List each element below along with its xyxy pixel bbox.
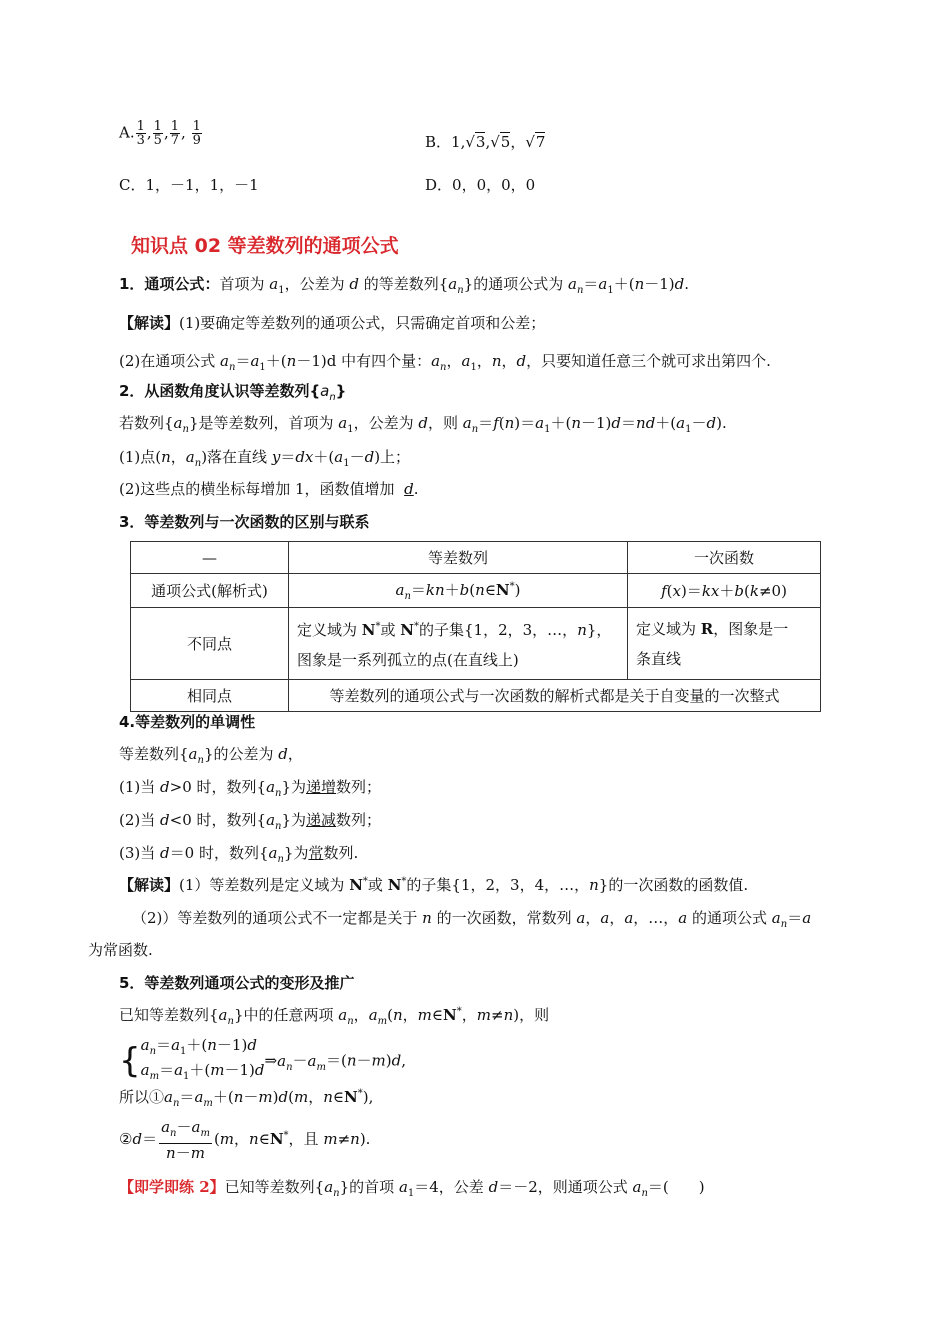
formula-2: ②d＝ $\frac{a_n-a_m}{n-m} (m$，n∈N*，且 m≠n). — [119, 1118, 371, 1162]
option-a-label: A. — [119, 123, 135, 142]
practice-2: 【即学即练 2】已知等差数列$\{a_n\}$的首项 $a_1=4$，公差 d＝－2，则通项公式 $a_n=$( ) — [119, 1178, 705, 1199]
table-header-0: — — [131, 542, 289, 574]
option-b: B．1,√3,√5，√7 — [425, 133, 546, 151]
mono-2: (2)当 d<0 时，数列$\{a_n\}$为递减数列； — [119, 811, 382, 832]
frac-1-5: $\frac{1}{5}$ — [153, 119, 162, 148]
equation-system: { $a_n=a_1+(n-1)d$ $a_m=a_1+(m-1)d$ $\Rightarrow a_n-a_m=(n-m)d$, — [119, 1036, 406, 1082]
table-row-diff-seq: 定义域为 N*或 N*的子集{1，2，3，…，n}， 图象是一系列孤立的点(在直线上) — [289, 608, 628, 680]
jiedu-2: 【解读】(1）等差数列是定义域为 N*或 N*的子集{1，2，3，4，…，n}的一次函数的函数值. — [119, 876, 749, 894]
heading-2: 2．从函数角度认识等差数列$\{a_n\}$ — [119, 382, 347, 403]
d-fraction: $\frac{a_n-a_m}{n-m}$ — [161, 1118, 210, 1162]
brace: { — [119, 1041, 141, 1081]
frac-1-7: $\frac{1}{7}$ — [170, 119, 180, 148]
table-row-same-label: 相同点 — [131, 680, 289, 712]
para-2-point: (1)点(n，$a_n$)落在直线 $y=dx+(a_1-d)$上； — [119, 448, 411, 469]
table-header-2: 一次函数 — [628, 542, 821, 574]
section-title: 知识点 02 等差数列的通项公式 — [131, 235, 399, 257]
para-general-term: 1．通项公式：首项为 $a_1$，公差为 d 的等差数列$\{a_n\}$的通项公式为 $a_n=a_1+(n-1)d$. — [119, 275, 690, 296]
jiedu-3-cont: 为常函数. — [88, 941, 153, 959]
mono-1: (1)当 d>0 时，数列$\{a_n\}$为递增数列； — [119, 778, 382, 799]
table-row-formula-seq: $a_n=kn+b(n\in N^*)$ — [289, 574, 628, 608]
heading-5: 5．等差数列通项公式的变形及推广 — [119, 974, 355, 992]
para-2-def: 若数列$\{a_n\}$是等差数列，首项为 $a_1$，公差为 d，则 $a_n=f(n)=a_1+(n-1)d=nd+(a_1-d)$. — [119, 414, 727, 435]
option-c: C．1，－1，1，－1 — [119, 176, 259, 194]
table-row-diff-label: 不同点 — [131, 608, 289, 680]
heading-3: 3．等差数列与一次函数的区别与联系 — [119, 513, 370, 531]
mono-intro: 等差数列$\{a_n\}$的公差为 d， — [119, 745, 303, 766]
table-row-formula-label: 通项公式(解析式) — [131, 574, 289, 608]
comparison-table — [130, 541, 821, 712]
jiedu-1: 【解读】(1)要确定等差数列的通项公式，只需确定首项和公差； — [119, 314, 546, 332]
table-row-diff-func: 定义域为 R，图象是一 条直线 — [628, 608, 821, 680]
jiedu-1-line2: (2)在通项公式 $a_n=a_1+(n-1)d$ 中有四个量：$a_n$，$a_1$，n，d，只要知道任意三个就可求出第四个. — [119, 352, 771, 373]
option-d: D．0，0，0，0 — [425, 176, 536, 194]
para-5-intro: 已知等差数列$\{a_n\}$中的任意两项 $a_n$，$a_m(n$，m∈N*，m≠n)，则 — [119, 1006, 550, 1027]
jiedu-3: （2)）等差数列的通项公式不一定都是关于 n 的一次函数，常数列 a，a，a，…，a 的通项公式 $a_n=a$ — [132, 909, 812, 930]
mono-3: (3)当 d＝0 时，数列$\{a_n\}$为常数列. — [119, 844, 359, 865]
para-2-increase: (2)这些点的横坐标每增加 1，函数值增加 d. — [119, 480, 419, 498]
frac-1-9: $\frac{1}{9}$ — [192, 119, 201, 148]
table-row-formula-func: f(x)＝kx＋b(k≠0) — [628, 574, 821, 608]
formula-1: 所以$①a_n=a_m+(n-m)d(m$，n∈N*), — [119, 1088, 374, 1109]
frac-1-3: $\frac{1}{3}$ — [136, 119, 145, 148]
table-row-same-content: 等差数列的通项公式与一次函数的解析式都是关于自变量的一次整式 — [289, 680, 821, 712]
option-a: A. $\frac{1}{3}$ , $\frac{1}{5}$ , $\frac{1}{7}$ , $\frac{1}{9}$ — [119, 119, 201, 148]
table-header-1: 等差数列 — [289, 542, 628, 574]
heading-4: 4.等差数列的单调性 — [119, 713, 256, 731]
